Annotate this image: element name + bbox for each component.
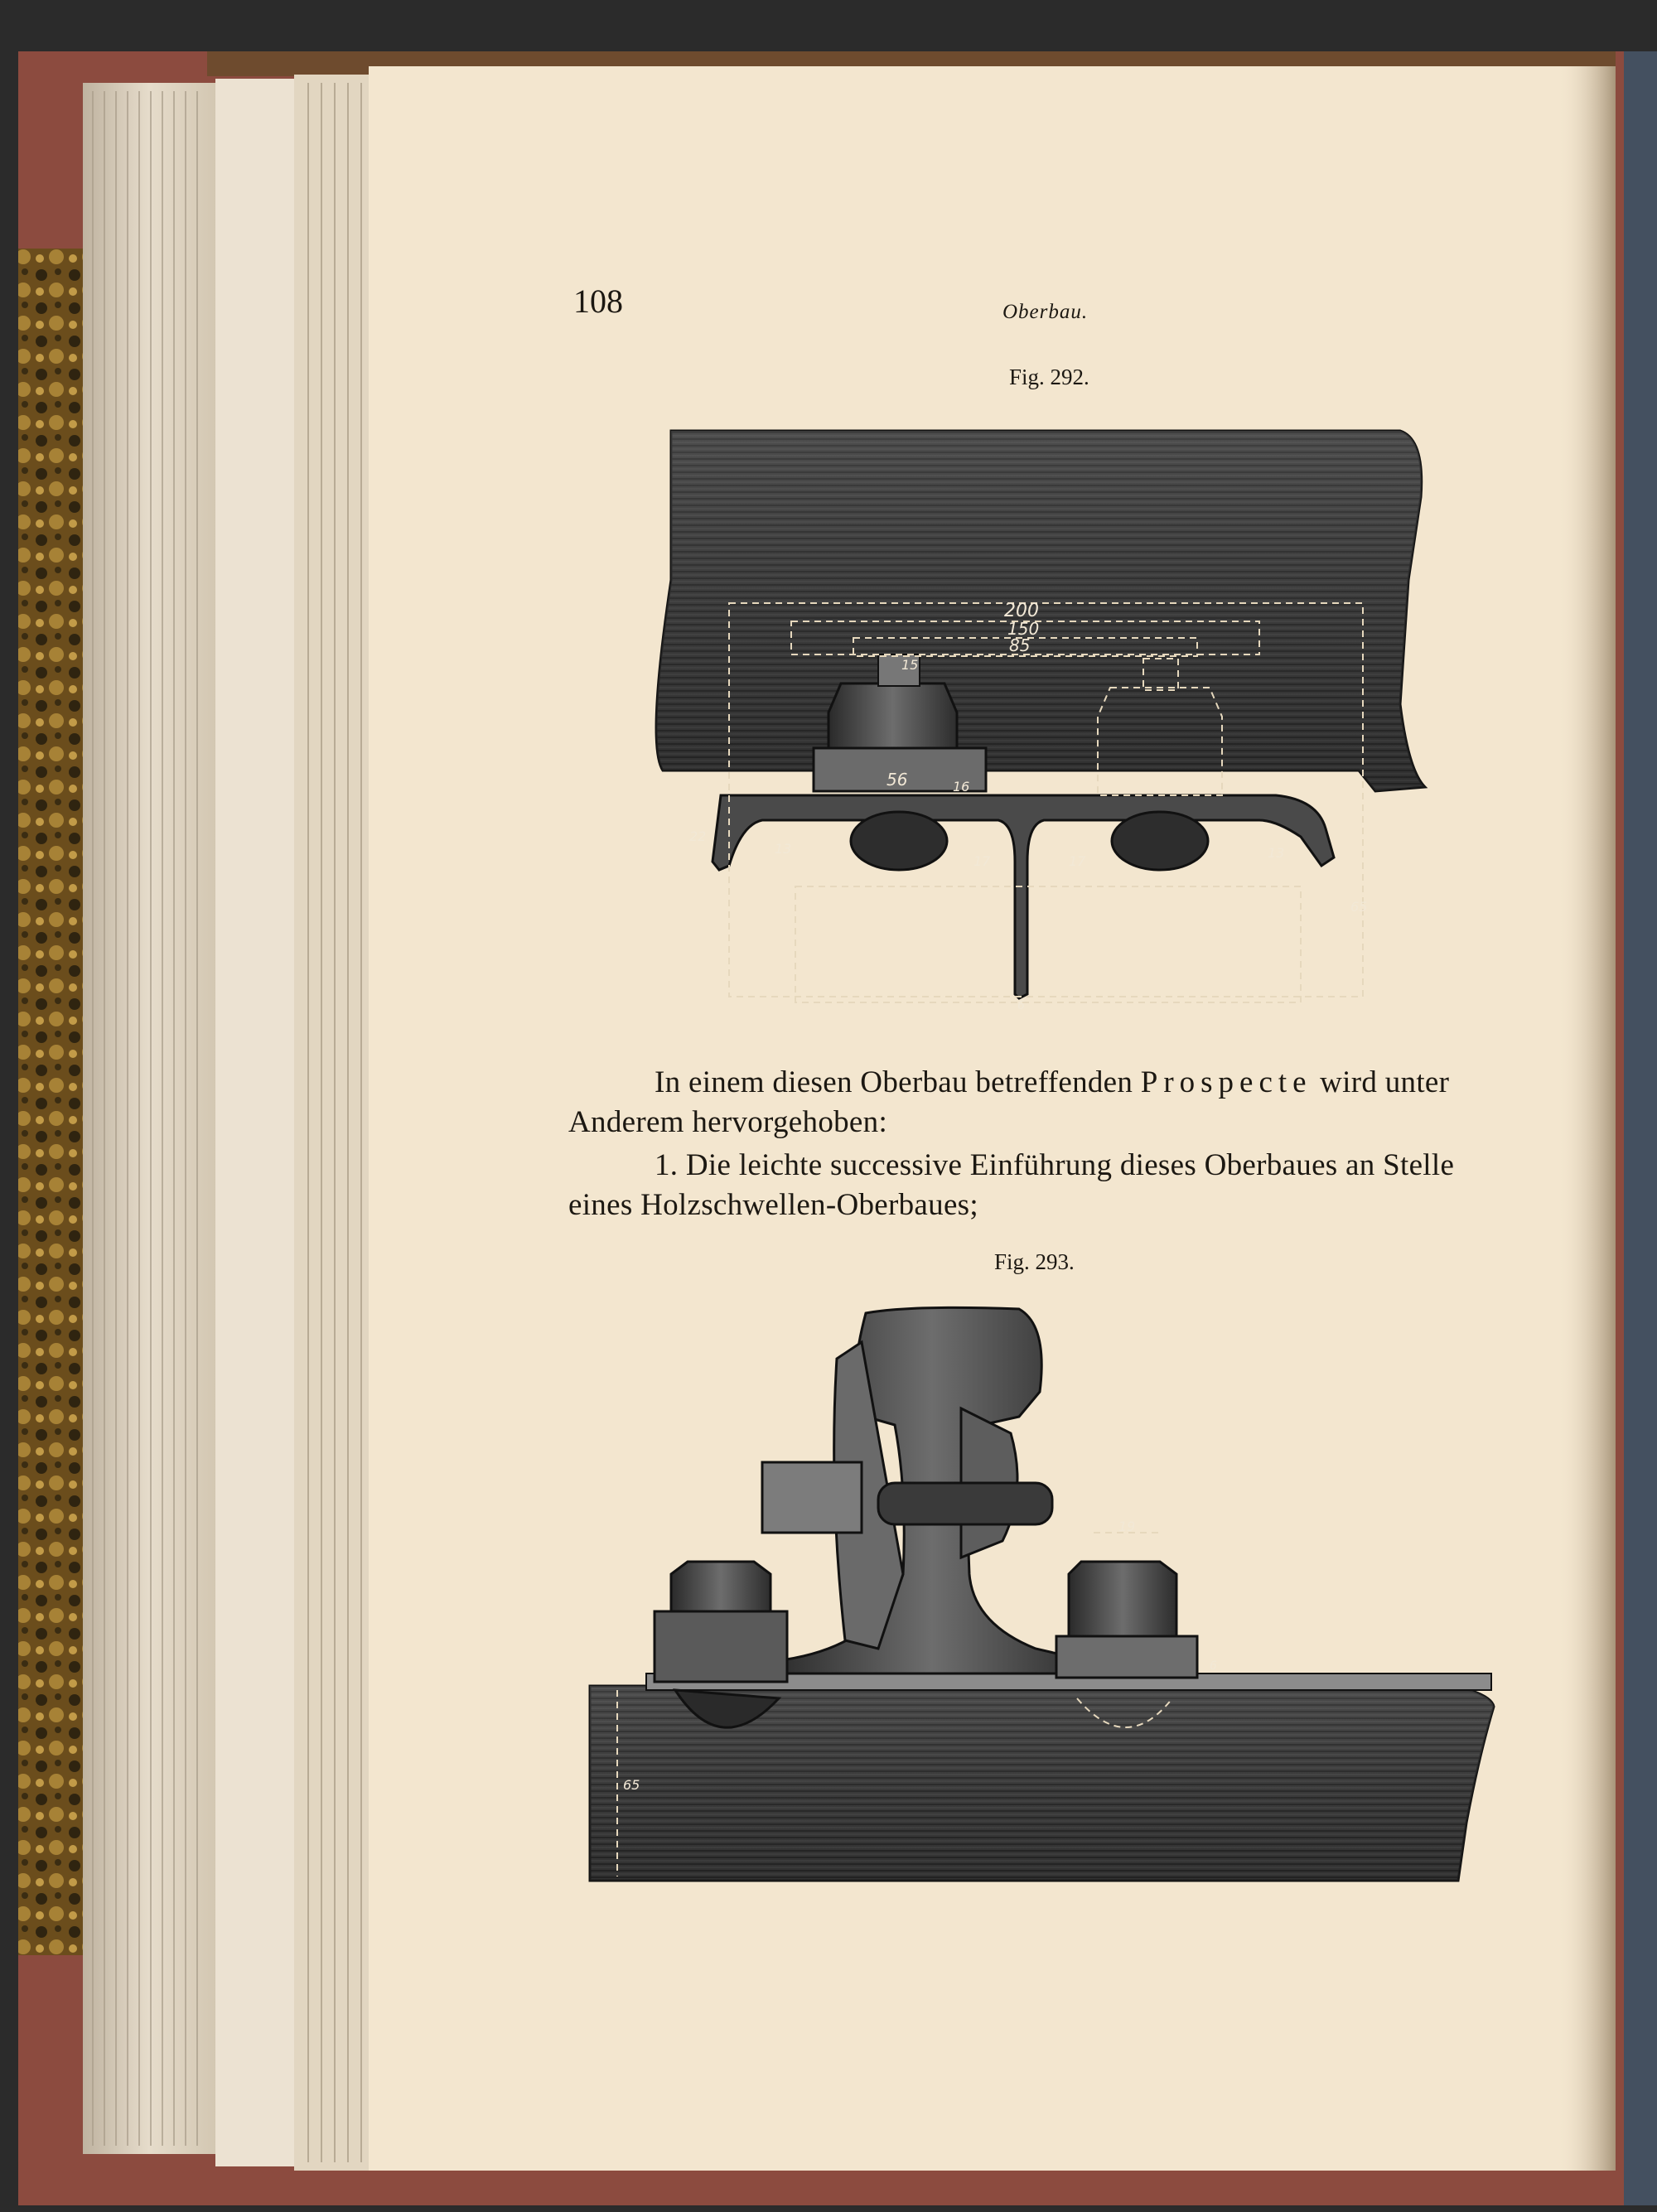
- figure-292-caption: Fig. 292.: [1009, 365, 1089, 389]
- running-head: Oberbau.: [1002, 301, 1089, 323]
- svg-text:200: 200: [1004, 601, 1039, 621]
- list-item-line-2: eines Holzschwellen-Oberbaues;: [568, 1188, 978, 1222]
- svg-text:65: 65: [1350, 899, 1368, 915]
- paragraph-line-1: [655, 1065, 1449, 1100]
- svg-text:15: 15: [901, 657, 919, 673]
- paragraph-tail: wird unter: [1312, 1065, 1450, 1099]
- svg-text:17: 17: [1069, 853, 1086, 869]
- spaced-emphasis: Prospecte: [1140, 1065, 1312, 1099]
- svg-text:17: 17: [973, 853, 991, 869]
- list-item-line-1: 1. Die leichte successive Einführung dieses Oberbaues an Stelle: [655, 1148, 1455, 1182]
- svg-text:19: 19: [1118, 1519, 1136, 1534]
- svg-text:85: 85: [1009, 635, 1031, 655]
- svg-text:6: 6: [1017, 999, 1025, 1012]
- svg-text:56: 56: [886, 770, 908, 790]
- svg-text:16: 16: [953, 779, 970, 794]
- svg-text:22: 22: [689, 828, 707, 844]
- marbled-edge: [18, 249, 85, 1955]
- svg-text:6: 6: [1210, 1659, 1217, 1673]
- paragraph-lead: In einem diesen Oberbau betreffenden: [655, 1065, 1141, 1099]
- svg-text:13: 13: [1268, 845, 1285, 861]
- page-number: 108: [573, 283, 623, 320]
- svg-text:65: 65: [623, 1777, 640, 1793]
- paragraph-line-2: Anderem hervorgehoben:: [568, 1105, 888, 1139]
- right-cover-edge: [1624, 51, 1657, 2205]
- page-edges: [83, 83, 215, 2154]
- svg-text:13: 13: [775, 841, 792, 857]
- svg-text:150: 150: [1007, 619, 1040, 639]
- figure-293-caption: Fig. 293.: [994, 1249, 1075, 1274]
